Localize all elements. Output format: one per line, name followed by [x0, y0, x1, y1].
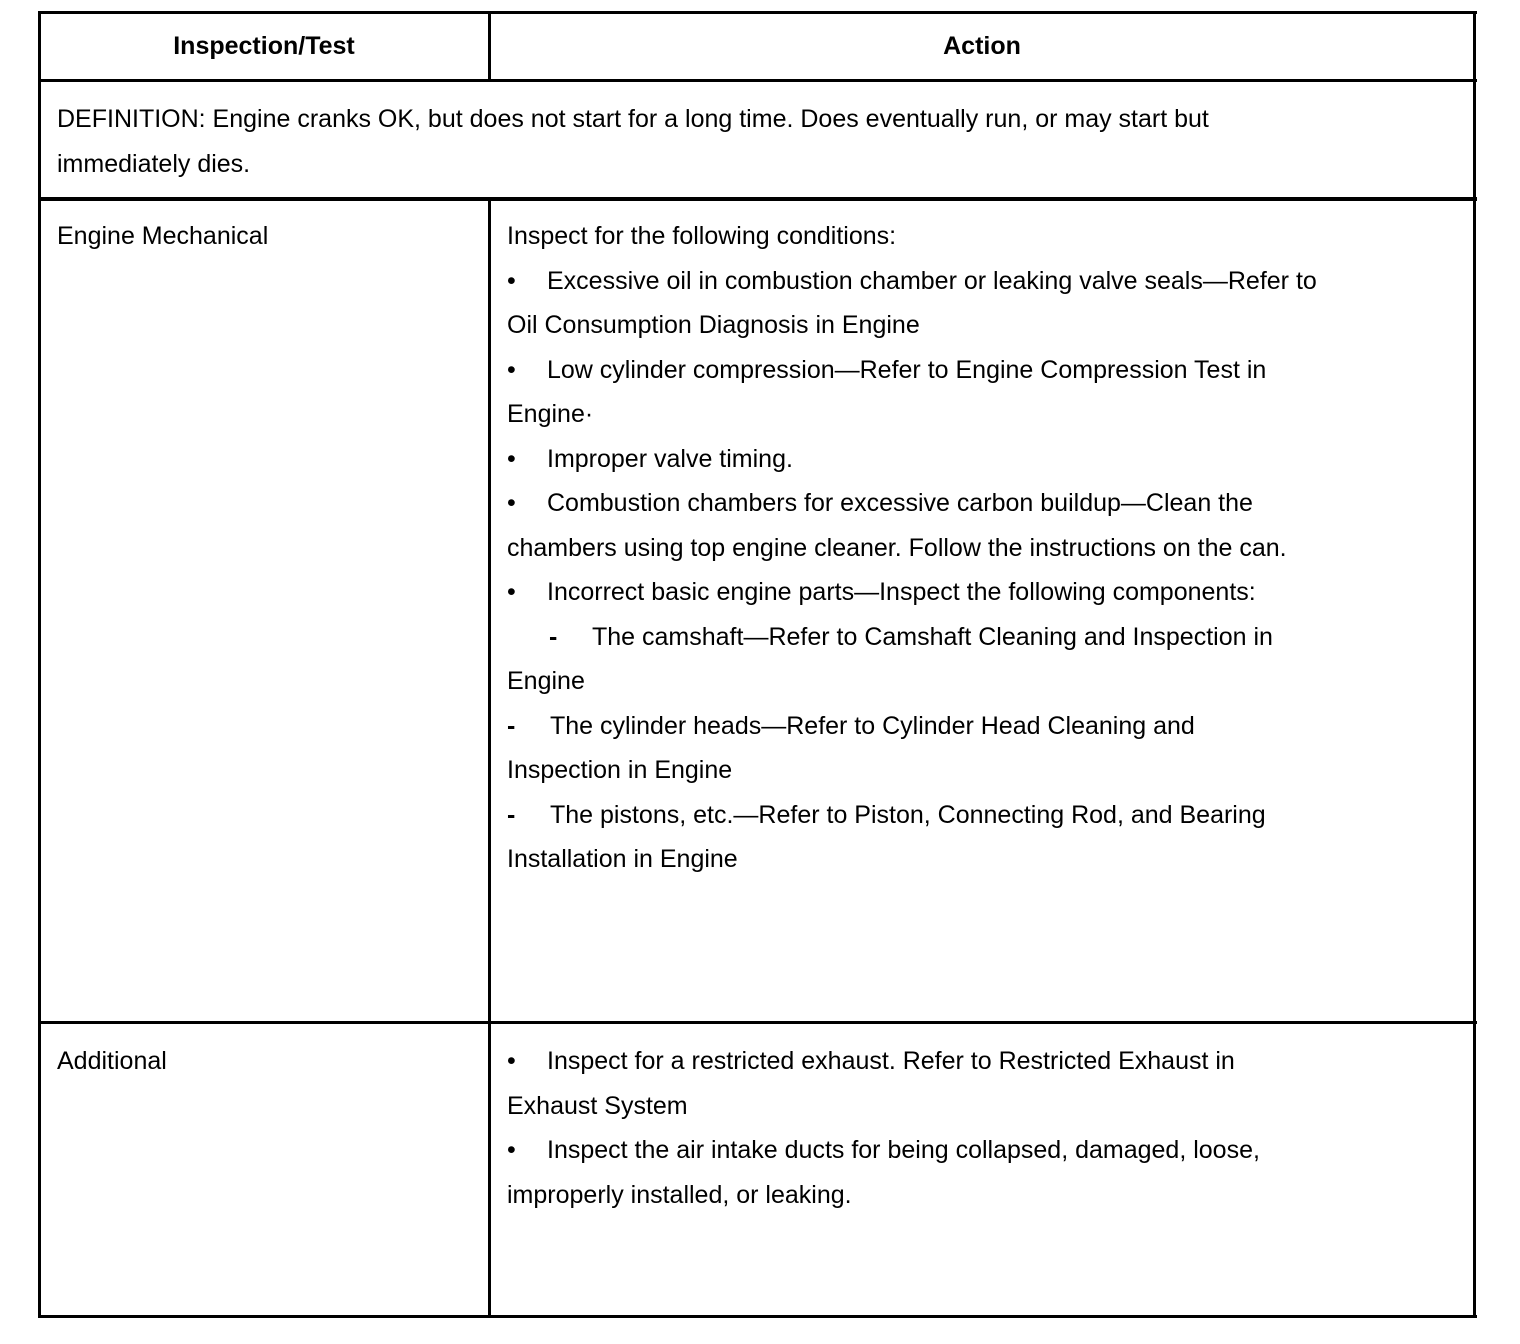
- header-inspection-label: Inspection/Test: [173, 31, 355, 60]
- list-item: • Combustion chambers for excessive carbon buildup—Clean the: [507, 481, 1317, 526]
- table-left-border: [38, 11, 41, 1318]
- sub-list-item-continuation: Engine: [507, 667, 585, 695]
- action-intro: Inspect for the following conditions:: [507, 222, 897, 250]
- list-item: • Incorrect basic engine parts—Inspect the following components:: [507, 570, 1317, 615]
- sub-list-item-continuation: Inspection in Engine: [507, 756, 733, 784]
- list-item-continuation: Exhaust System: [507, 1091, 688, 1120]
- list-item: • Low cylinder compression—Refer to Engine Compression Test in: [507, 348, 1317, 393]
- bullet-marker: •: [507, 266, 516, 295]
- list-item: • Inspect for a restricted exhaust. Refer to Restricted Exhaust in: [507, 1039, 1260, 1084]
- bullet-marker: •: [507, 444, 516, 473]
- definition-line-1: DEFINITION: Engine cranks OK, but does not start for a long time. Does eventually run, or may start but: [57, 105, 1209, 133]
- bullet-marker: •: [507, 489, 516, 517]
- list-item: • Excessive oil in combustion chamber or leaking valve seals—Refer to: [507, 259, 1317, 304]
- row-additional-action: [507, 1039, 1260, 1217]
- list-item-continuation: improperly installed, or leaking.: [507, 1180, 852, 1209]
- sub-list-item: - The camshaft—Refer to Camshaft Cleaning and Inspection in: [507, 615, 1317, 660]
- row-additional-inspection: [57, 1039, 167, 1084]
- sub-list-item: - The cylinder heads—Refer to Cylinder Head Cleaning and: [507, 704, 1317, 749]
- list-item: • Inspect the air intake ducts for being collapsed, damaged, loose,: [507, 1128, 1260, 1173]
- inspection-label-additional: Additional: [57, 1047, 167, 1075]
- list-item-continuation: Engine·: [507, 400, 594, 428]
- list-item-continuation: Oil Consumption Diagnosis in Engine: [507, 311, 920, 339]
- sub-list-item-continuation: Installation in Engine: [507, 845, 738, 873]
- bullet-marker: •: [507, 1047, 516, 1075]
- row-engine-mechanical-inspection: [57, 214, 268, 259]
- table-bottom-border: [38, 1315, 1477, 1318]
- bullet-marker: •: [507, 355, 516, 384]
- dash-marker: -: [507, 711, 516, 740]
- dash-marker: -: [549, 622, 558, 651]
- definition-cell: [57, 97, 1209, 186]
- bullet-marker: •: [507, 1136, 516, 1164]
- row-engine-mechanical-action: [507, 214, 1317, 882]
- inspection-label-engine-mechanical: Engine Mechanical: [57, 222, 269, 250]
- column-divider-body: [488, 199, 491, 1318]
- bullet-marker: •: [507, 578, 516, 606]
- table-right-border: [1473, 11, 1476, 1318]
- list-item-continuation: chambers using top engine cleaner. Follow the instructions on the can.: [507, 533, 1287, 562]
- header-action: [491, 12, 1473, 80]
- header-action-label: Action: [943, 31, 1021, 60]
- sub-list-item: - The pistons, etc.—Refer to Piston, Connecting Rod, and Bearing: [507, 793, 1317, 838]
- header-inspection-test: [40, 12, 488, 80]
- list-item: • Improper valve timing.: [507, 437, 1317, 482]
- row1-bottom-border: [38, 1021, 1477, 1024]
- definition-line-2: immediately dies.: [57, 149, 251, 178]
- dash-marker: -: [507, 800, 516, 829]
- definition-bottom-border: [38, 197, 1477, 201]
